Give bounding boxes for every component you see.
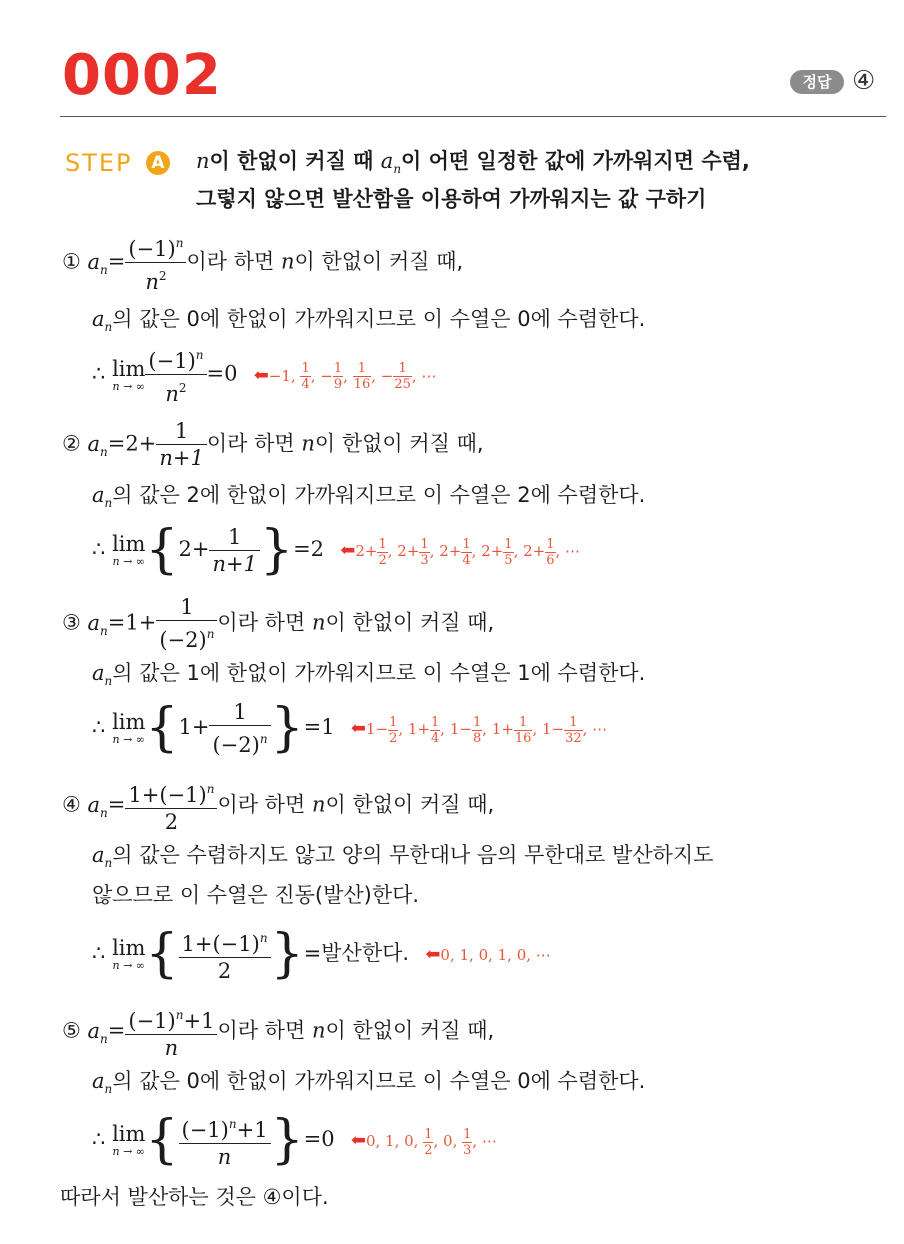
item-1-limit: ∴ lim n → ∞ $\frac{(-1)^n}{n^2}$ =0 ⬅−1, $\frac{1}{4}$ , − $\frac{1}{9}$ , $\frac{1}{16}$ , − $\frac{1}{25}$ , ⋯	[92, 348, 437, 406]
item-5-description: $a_n$의 값은 0에 한없이 가까워지므로 이 수열은 0에 수렴한다.	[92, 1069, 646, 1096]
answer-value: ④	[852, 66, 876, 96]
item-4-hint: ⬅0, 1, 0, 1, 0, ⋯	[425, 944, 551, 965]
arrow-icon: ⬅	[425, 944, 441, 965]
item-5-hint: ⬅0, 1, 0, $\frac{1}{2}$ , 0, $\frac{1}{3}$ , ⋯	[350, 1126, 497, 1158]
item-3-description: $a_n$의 값은 1에 한없이 가까워지므로 이 수열은 1에 수렴한다.	[92, 661, 646, 688]
item-4-definition: ④ $a_n=$ $\frac{1+(-1)^n}{2}$ 이라 하면 n이 한없이 커질 때,	[62, 782, 495, 834]
arrow-icon: ⬅	[350, 718, 366, 739]
arrow-icon: ⬅	[350, 1130, 366, 1151]
arrow-icon: ⬅	[340, 540, 356, 561]
item-2-limit: ∴ lim n → ∞ {2+ $\frac{1}{n+1}$ }=2 ⬅2+ $\frac{1}{2}$ , 2+ $\frac{1}{3}$ , 2+ $\frac{1}{4}$ , 2+ $\frac{1}{5}$ , 2+ $\frac{1}{6}$ , ⋯	[92, 520, 581, 580]
item-4-description-2: 않으므로 이 수열은 진동(발산)한다.	[92, 883, 420, 907]
step-title-line2: 그렇지 않으면 발산함을 이용하여 가까워지는 값 구하기	[196, 187, 707, 211]
answer-badge: 정답	[790, 70, 844, 94]
item-4-description: $a_n$의 값은 수렴하지도 않고 양의 무한대나 음의 무한대로 발산하지도	[92, 843, 714, 870]
item-1-fraction: $\frac{(-1)^n}{n^2}$	[125, 230, 186, 295]
item-5-definition: ⑤ $a_n=$ $\frac{(-1)^n+1}{n}$ 이라 하면 n이 한없이 커질 때,	[62, 1008, 495, 1060]
item-5-limit: ∴ lim n → ∞ { $\frac{(-1)^n+1}{n}$ }=0 ⬅0, 1, 0, $\frac{1}{2}$ , 0, $\frac{1}{3}$ , ⋯	[92, 1110, 497, 1170]
conclusion: 따라서 발산하는 것은 ④이다.	[60, 1185, 329, 1209]
item-1-description: $a_n$의 값은 0에 한없이 가까워지므로 이 수열은 0에 수렴한다.	[92, 307, 646, 334]
problem-number: 0002	[62, 43, 222, 108]
item-3-definition: ③ $a_n=1+$ $\frac{1}{(-2)^n}$ 이라 하면 n이 한없이 커질 때,	[62, 595, 495, 652]
item-1-definition: ① $a_n=$ $\frac{(-1)^n}{n^2}$ 이라 하면 n이 한없이 커질 때,	[62, 230, 463, 295]
item-4-limit: ∴ lim n → ∞ { $\frac{1+(-1)^n}{2}$ }=발산한다. ⬅0, 1, 0, 1, 0, ⋯	[92, 924, 551, 984]
item-3-hint: ⬅1− $\frac{1}{2}$ , 1+ $\frac{1}{4}$ , 1− $\frac{1}{8}$ , 1+ $\frac{1}{16}$ , 1− $\frac{1}{32}$ , ⋯	[350, 714, 608, 746]
step-label: STEP	[65, 149, 133, 177]
item-2-description: $a_n$의 값은 2에 한없이 가까워지므로 이 수열은 2에 수렴한다.	[92, 483, 646, 510]
header-divider	[60, 116, 886, 117]
item-3-limit: ∴ lim n → ∞ {1+ $\frac{1}{(-2)^n}$ }=1 ⬅1− $\frac{1}{2}$ , 1+ $\frac{1}{4}$ , 1− $\frac{1}{8}$ , 1+ $\frac{1}{16}$ , 1− $\frac{1}{32}$ , ⋯	[92, 698, 608, 758]
item-1-hint: ⬅−1, $\frac{1}{4}$ , − $\frac{1}{9}$ , $\frac{1}{16}$ , − $\frac{1}{25}$ , ⋯	[253, 361, 437, 392]
arrow-icon: ⬅	[253, 364, 269, 386]
step-badge: A	[146, 151, 170, 175]
item-2-definition: ② $a_n=2+$ $\frac{1}{n+1}$ 이라 하면 n이 한없이 커질 때,	[62, 419, 484, 470]
item-2-hint: ⬅2+ $\frac{1}{2}$ , 2+ $\frac{1}{3}$ , 2+ $\frac{1}{4}$ , 2+ $\frac{1}{5}$ , 2+ $\frac{1}{6}$ , ⋯	[340, 536, 581, 568]
step-title-line1: n이 한없이 커질 때 $a_n$이 어떤 일정한 값에 가까워지면 수렴,	[196, 149, 750, 176]
